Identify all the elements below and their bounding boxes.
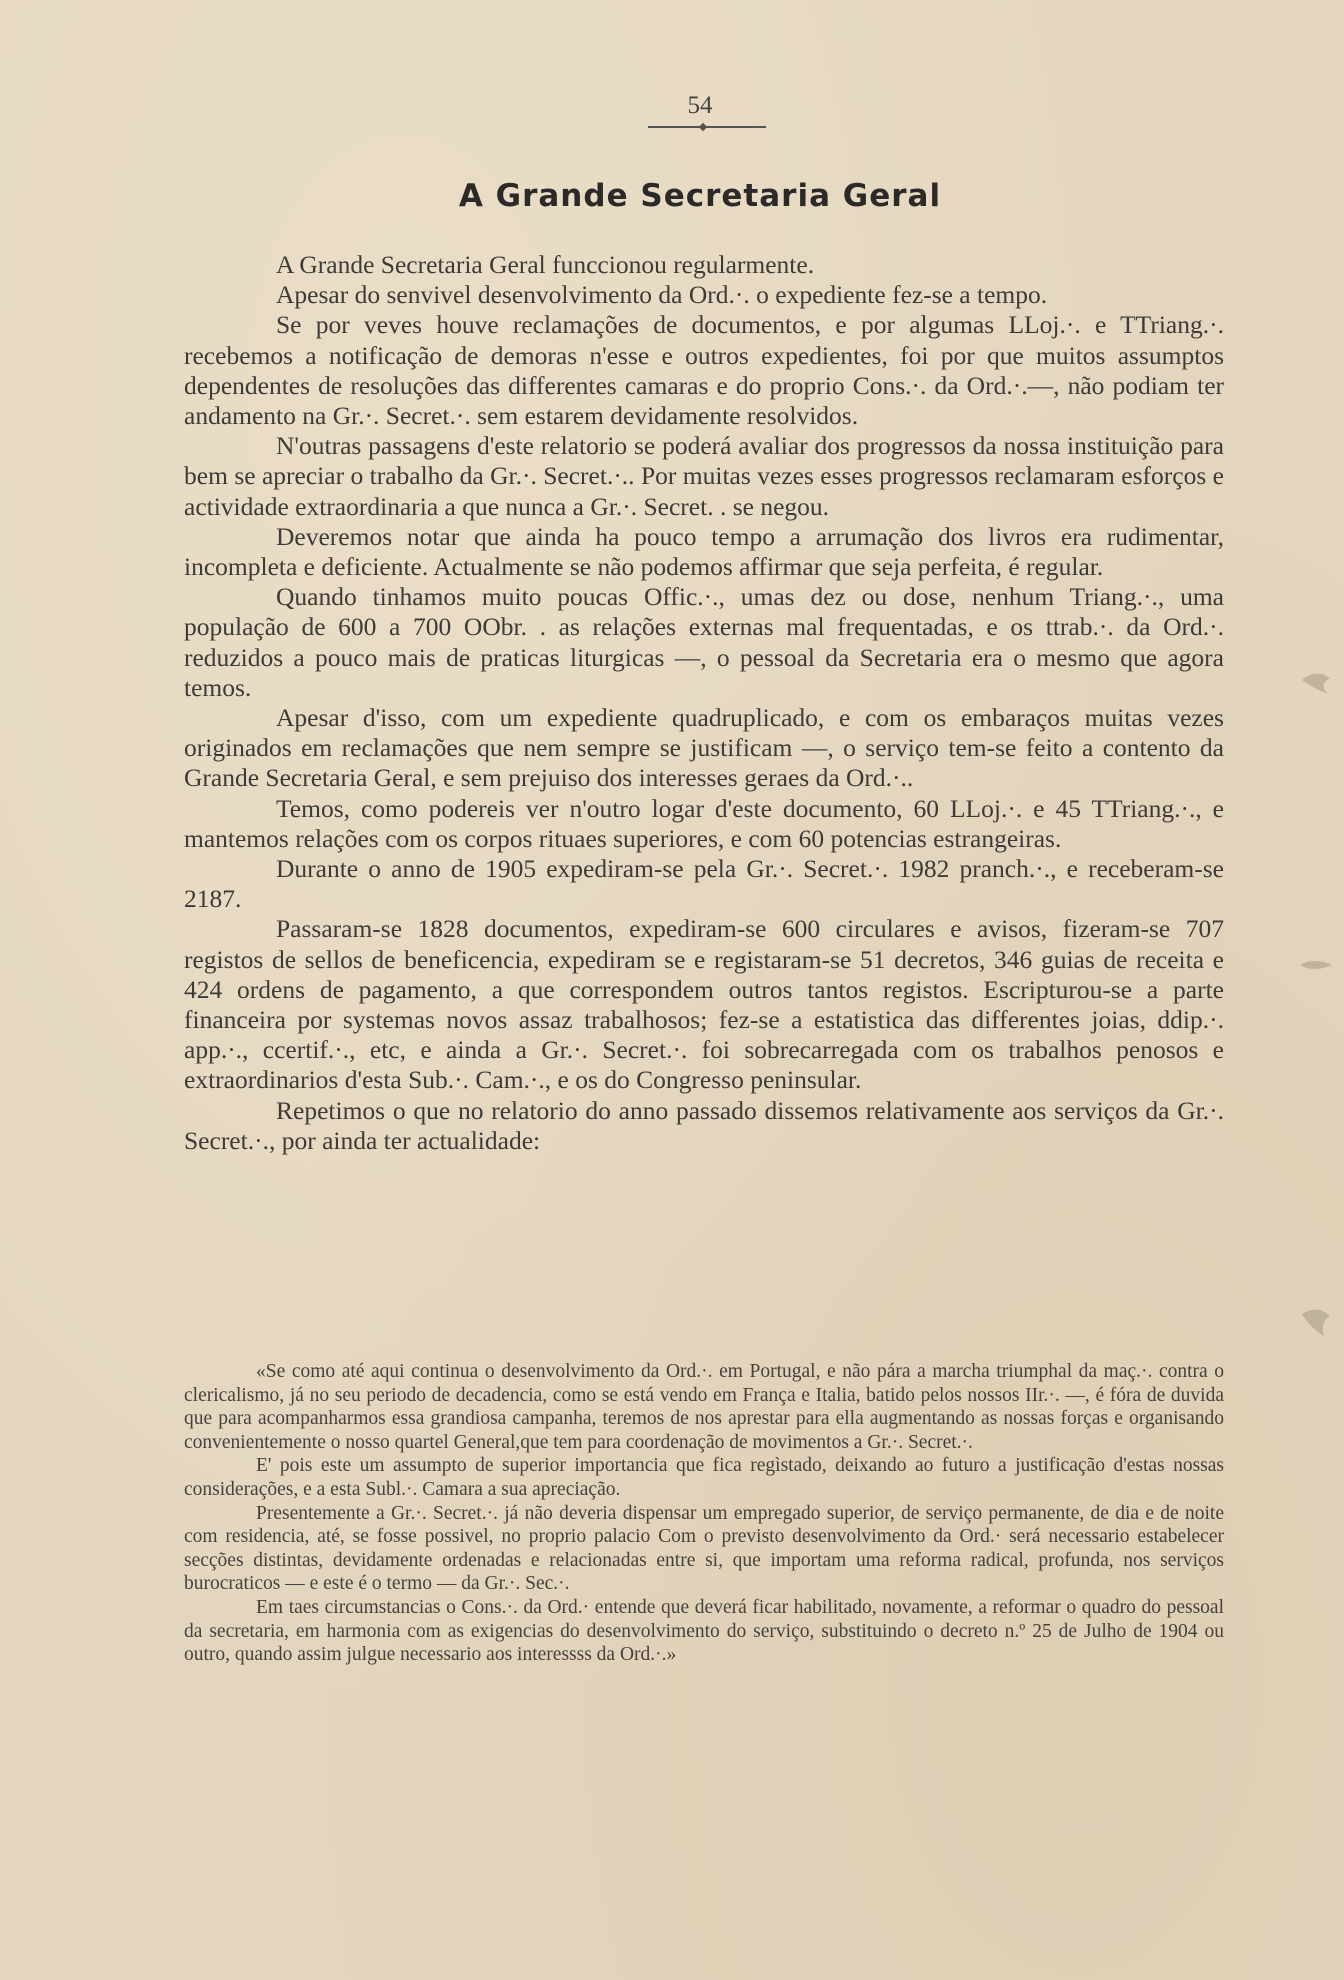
section-title: A Grande Secretaria Geral [458,178,942,214]
body-paragraph: N'outras passagens d'este relatorio se poderá avaliar dos progressos da nossa instituição para bem se apreciar o trabalho da Gr.·. Secret.·.. Por muitas vezes esses progressos reclamaram esforços e actividade extraordinaria a que nunca a Gr.·. Secret. . se negou. [184,431,1224,521]
page-number: 54 [687,92,713,119]
body-paragraph: Repetimos o que no relatorio do anno passado dissemos relativamente aos serviços da Gr.·. Secret.·., por ainda ter actualidade: [184,1095,1224,1155]
quote-paragraph: Presentemente a Gr.·. Secret.·. já não deveria dispensar um empregado superior, de serviço permanente, de dia e de noite com residencia, até, se fosse possivel, no proprio palacio Com o previsto desenvolvimento da Ord.· será necessario estabelecer secções distintas, devidamente ordenadas e relacionadas entre si, que importam uma reforma radical, profunda, nos serviços burocraticos — e este é o termo — da Gr.·. Sec.·. [184,1502,1224,1595]
body-paragraph: Apesar do senvivel desenvolvimento da Ord.·. o expediente fez-se a tempo. [276,280,1048,310]
quote-paragraph: Em taes circumstancias o Cons.·. da Ord.· entende que deverá ficar habilitado, novamente, a reformar o quadro do pessoal da secretaria, em harmonia com as exigencias do desenvolvimento do serviço, substituindo o decreto n.º 25 de Julho de 1904 ou outro, quando assim julgue necessario aos interessss da Ord.·.» [184,1596,1224,1666]
body-text [184,250,1224,1156]
body-paragraph: Durante o anno de 1905 expediram-se pela Gr.·. Secret.·. 1982 pranch.·., e receberam-se 2187. [184,854,1224,914]
binding-mark-icon [1298,660,1334,700]
body-paragraph: Deveremos notar que ainda ha pouco tempo a arrumação dos livros era rudimentar, incompleta e deficiente. Actualmente se não podemos affirmar que seja perfeita, é regular. [184,521,1224,582]
body-paragraph: Quando tinhamos muito poucas Offic.·., umas dez ou dose, nenhum Triang.·., uma população de 600 a 700 OObr. . as relações externas mal frequentadas, e os ttrab.·. da Ord.·. reduzidos a pouco mais de praticas liturgicas —, o pessoal da Secretaria era o mesmo que agora temos. [184,582,1224,702]
body-paragraph: Apesar d'isso, com um expediente quadruplicado, e com os embaraços muitas vezes originados em reclamações que nem sempre se justificam —, o serviço tem-se feito a contento da Grande Secretaria Geral, e sem prejuiso dos interesses geraes da Ord.·.. [184,703,1224,793]
quoted-report [184,1360,1224,1667]
binding-mark-icon [1298,1300,1334,1340]
body-paragraph: A Grande Secretaria Geral funccionou regularmente. [276,250,815,279]
page-number-rule [648,126,766,128]
body-paragraph: Passaram-se 1828 documentos, expediram-se 600 circulares e avisos, fizeram-se 707 registos de sellos de beneficencia, expediram se e registaram-se 51 decretos, 346 guias de receita e 424 ordens de pagamento, a que correspondem outros tantos registos. Escripturou-se a parte financeira por systemas novos assaz trabalhosos; fez-se a estatistica das differentes joias, ddip.·. app.·., ccertif.·., etc, e ainda a Gr.·. Secret.·. foi sobrecarregada com os trabalhos penosos e extraordinarios d'esta Sub.·. Cam.·., e os do Congresso peninsular. [184,914,1224,1095]
body-paragraph: Se por veves houve reclamações de documentos, e por algumas LLoj.·. e TTriang.·. recebemos a notificação de demoras n'esse e outros expedientes, foi por que muitos assumptos dependentes de resoluções das differentes camaras e do proprio Cons.·. da Ord.·.—, não podiam ter andamento na Gr.·. Secret.·. sem estarem devidamente resolvidos. [184,310,1224,431]
body-paragraph: Temos, como podereis ver n'outro logar d'este documento, 60 LLoj.·. e 45 TTriang.·., e mantemos relações com os corpos rituaes superiores, e com 60 potencias estrangeiras. [184,793,1224,853]
binding-mark-icon [1298,945,1334,985]
quote-paragraph: E' pois este um assumpto de superior importancia que fica regìstado, deixando ao futuro a justificação d'estas nossas considerações, e a esta Subl.·. Camara a sua apreciação. [184,1455,1224,1500]
quote-paragraph: «Se como até aqui continua o desenvolvimento da Ord.·. em Portugal, e não pára a marcha triumphal da maç.·. contra o clericalismo, já no seu periodo de decadencia, como se está vendo em França e Italia, batido pelos nossos IIr.·. —, é fóra de duvida que para acompanharmos essa grandiosa campanha, teremos de nos aprestar para ella augmentando as nossas forças e organisando convenientemente o nosso quartel General,que tem para coordenação de movimentos a Gr.·. Secret.·. [184,1361,1224,1453]
